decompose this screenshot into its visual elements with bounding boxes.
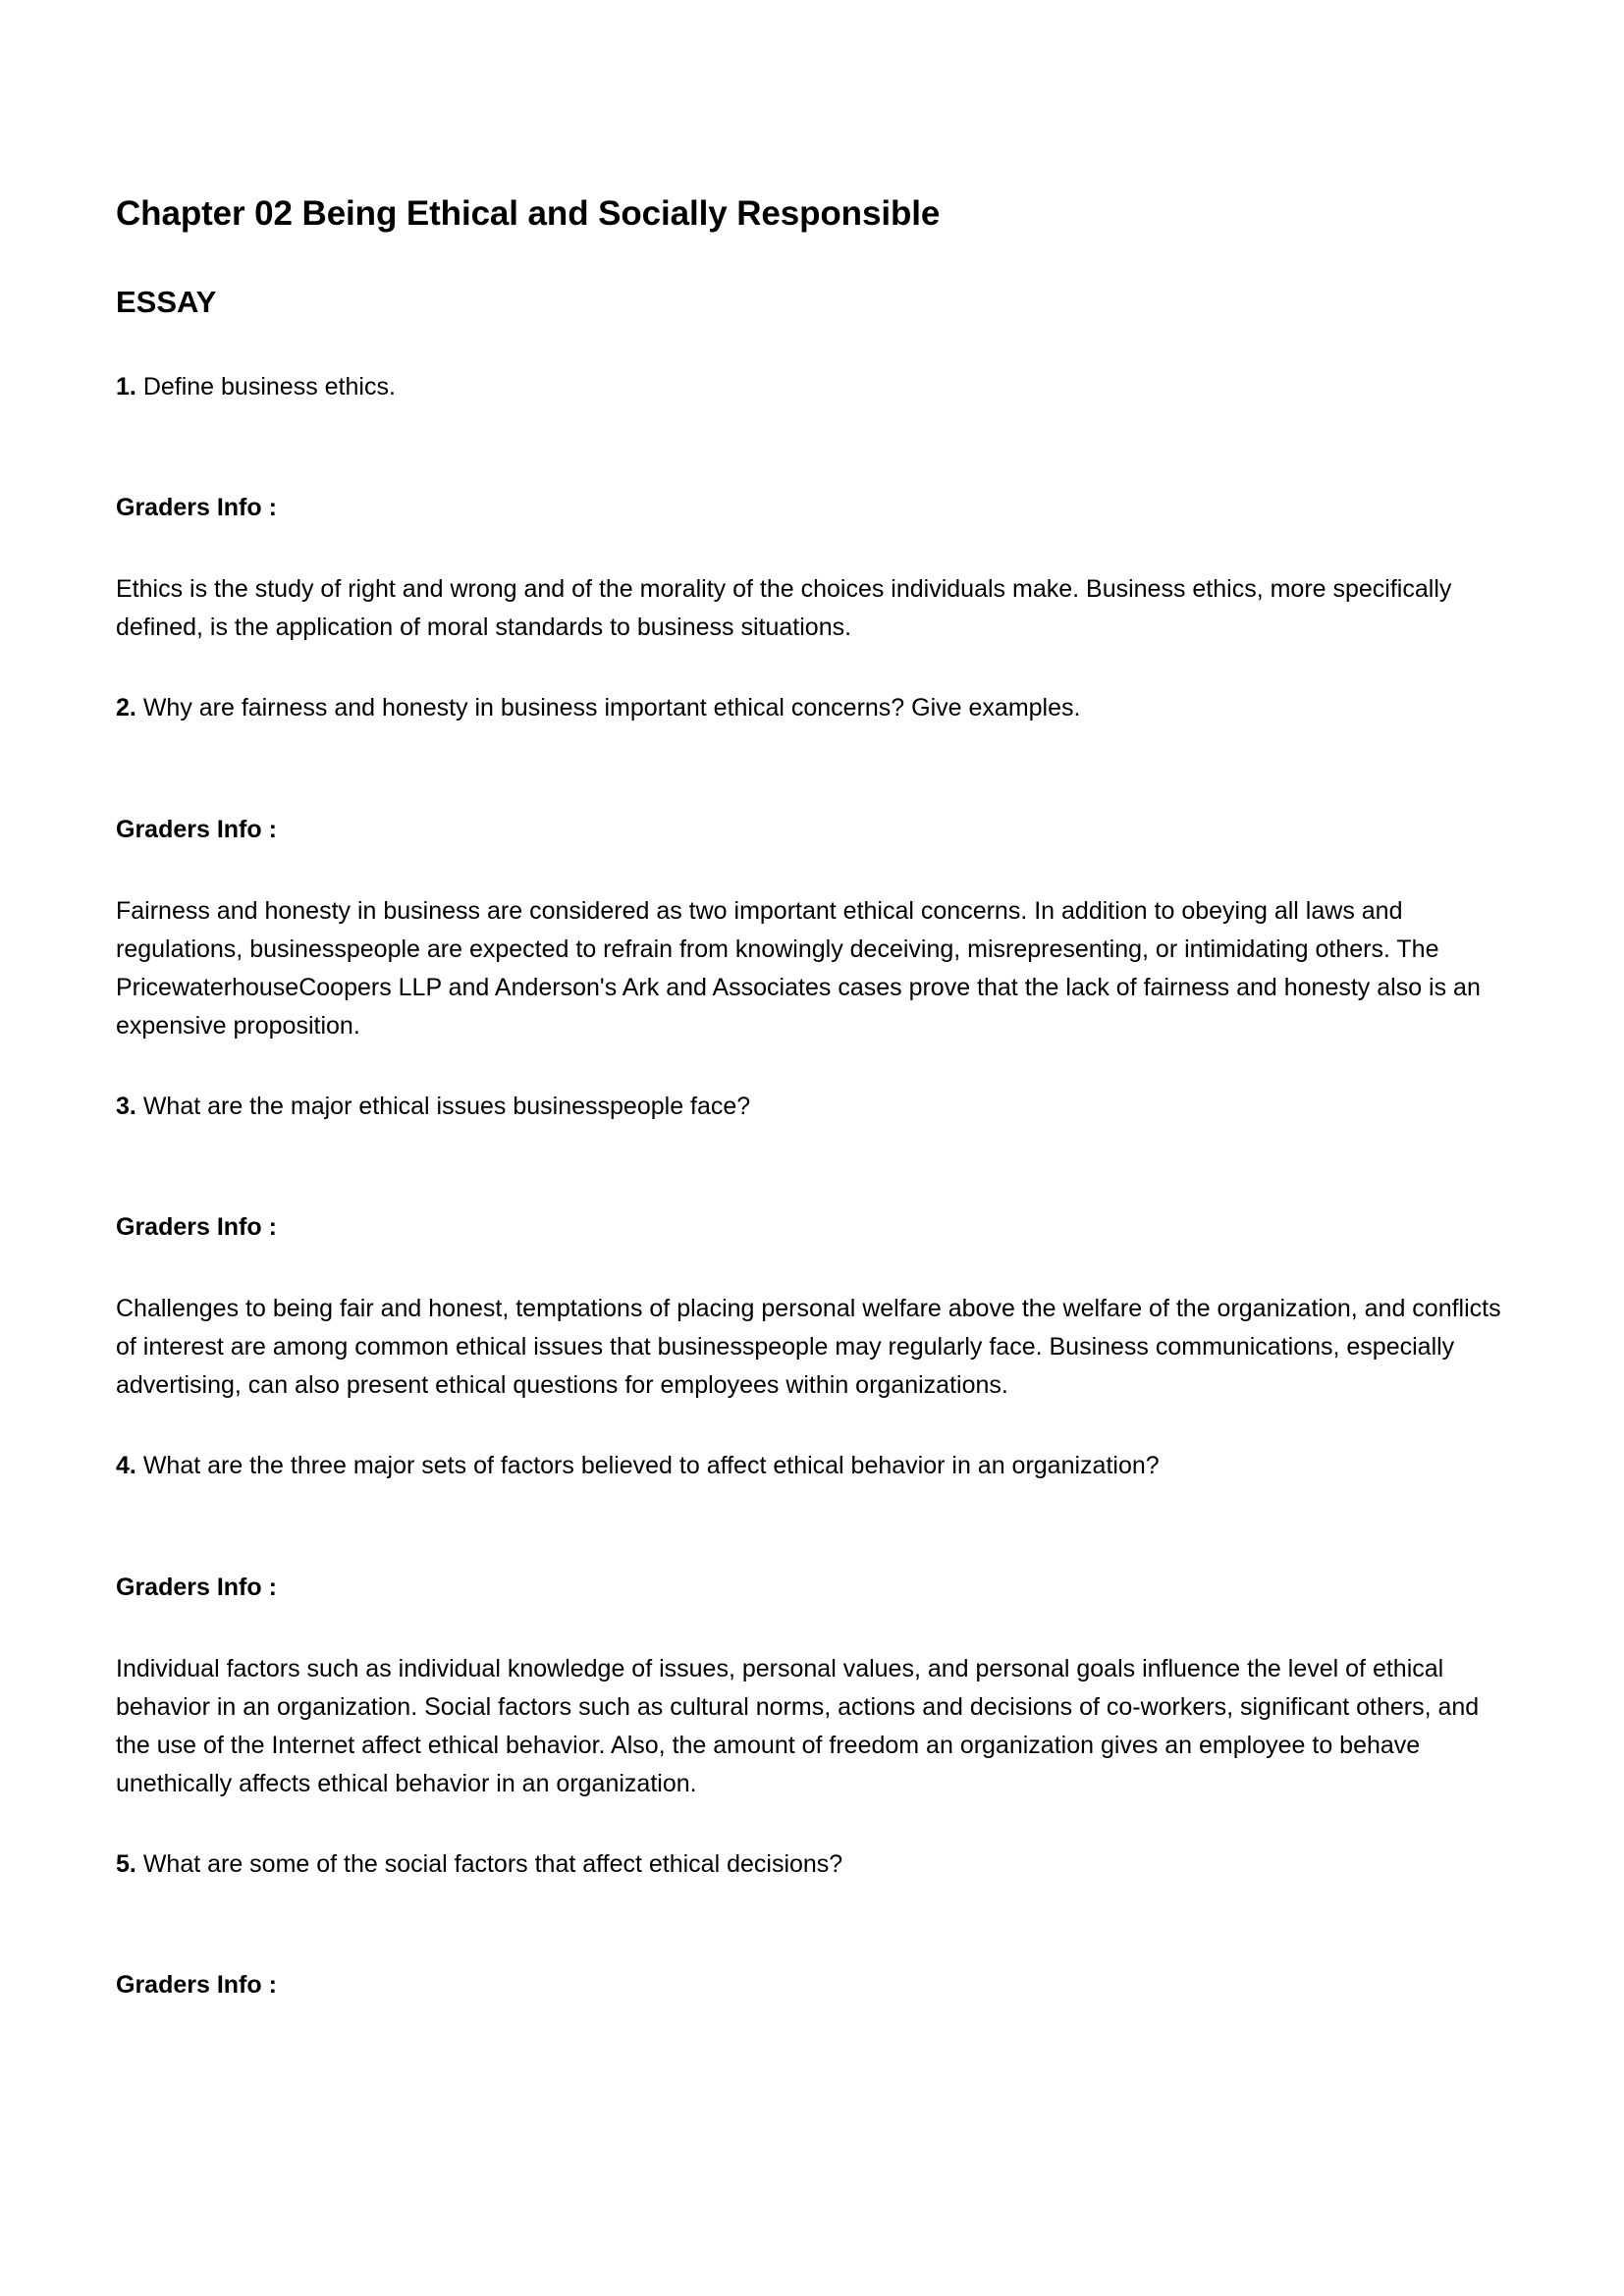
spacer — [116, 525, 1510, 570]
spacer — [116, 847, 1510, 892]
spacer — [116, 1483, 1510, 1572]
graders-info-label-3: Graders Info : — [116, 1213, 277, 1242]
page-title: Chapter 02 Being Ethical and Socially Responsible — [116, 194, 941, 233]
question-number: 3. — [116, 1092, 136, 1120]
question-number: 4. — [116, 1452, 136, 1479]
section-heading-essay: ESSAY — [116, 284, 217, 319]
question-text: Why are fairness and honesty in business important ethical concerns? Give examples. — [142, 694, 1081, 721]
answer-1: Ethics is the study of right and wrong and of the morality of the choices individuals make. Business ethics, more specifically defined, is the application of moral standards to business situations. — [116, 575, 1452, 641]
question-block-1 — [116, 371, 1510, 693]
spacer — [116, 1045, 1510, 1091]
question-5 — [116, 1848, 1510, 1882]
question-text: Define business ethics. — [142, 372, 396, 400]
graders-info-label-1: Graders Info : — [116, 494, 277, 522]
spacer — [116, 1881, 1510, 1969]
question-1 — [116, 371, 1510, 404]
document-content — [116, 192, 1510, 2002]
graders-info-label-5: Graders Info : — [116, 1971, 277, 2000]
graders-info-label-4: Graders Info : — [116, 1573, 277, 1601]
question-text: What are the major ethical issues businesspeople face? — [142, 1092, 751, 1120]
question-text: What are some of the social factors that affect ethical decisions? — [142, 1849, 843, 1878]
spacer — [116, 1245, 1510, 1290]
question-2 — [116, 692, 1510, 725]
spacer — [116, 1605, 1510, 1650]
question-block-2 — [116, 692, 1510, 1091]
spacer — [116, 1123, 1510, 1211]
spacer — [116, 647, 1510, 692]
answer-4: Individual factors such as individual knowledge of issues, personal values, and personal goals influence the level of ethical behavior in an organization. Social factors such as cultural norms, actions and decisions of co-workers, significant others, and the use of the Internet affect ethical behavior. Also, the amount of freedom an organization gives an employee to behave unethically affects ethical behavior in an organization. — [116, 1654, 1480, 1797]
spacer — [116, 1803, 1510, 1848]
question-4 — [116, 1450, 1510, 1483]
question-number: 5. — [116, 1849, 136, 1878]
spacer — [116, 725, 1510, 814]
question-number: 1. — [116, 372, 136, 400]
answer-2: Fairness and honesty in business are considered as two important ethical concerns. In addition to obeying all laws and regulations, businesspeople are expected to refrain from knowingly deceiving, misrepresenting, or intimidating others. The PricewaterhouseCoopers LLP and Anderson's Ark and Associates cases prove that the lack of fairness and honesty also is an expensive proposition. — [116, 896, 1481, 1040]
answer-3: Challenges to being fair and honest, temptations of placing personal welfare above the welfare of the organization, and conflicts of interest are among common ethical issues that businesspeople may regularly face. Business communications, especially advertising, can also present ethical questions for employees within organizations. — [116, 1295, 1501, 1399]
question-text: What are the three major sets of factors believed to affect ethical behavior in an organization? — [142, 1452, 1160, 1479]
question-number: 2. — [116, 694, 136, 721]
question-block-4 — [116, 1450, 1510, 1848]
question-block-3 — [116, 1091, 1510, 1451]
question-3 — [116, 1091, 1510, 1124]
spacer — [116, 403, 1510, 492]
graders-info-label-2: Graders Info : — [116, 815, 277, 843]
spacer — [116, 1405, 1510, 1450]
question-block-5 — [116, 1848, 1510, 2003]
